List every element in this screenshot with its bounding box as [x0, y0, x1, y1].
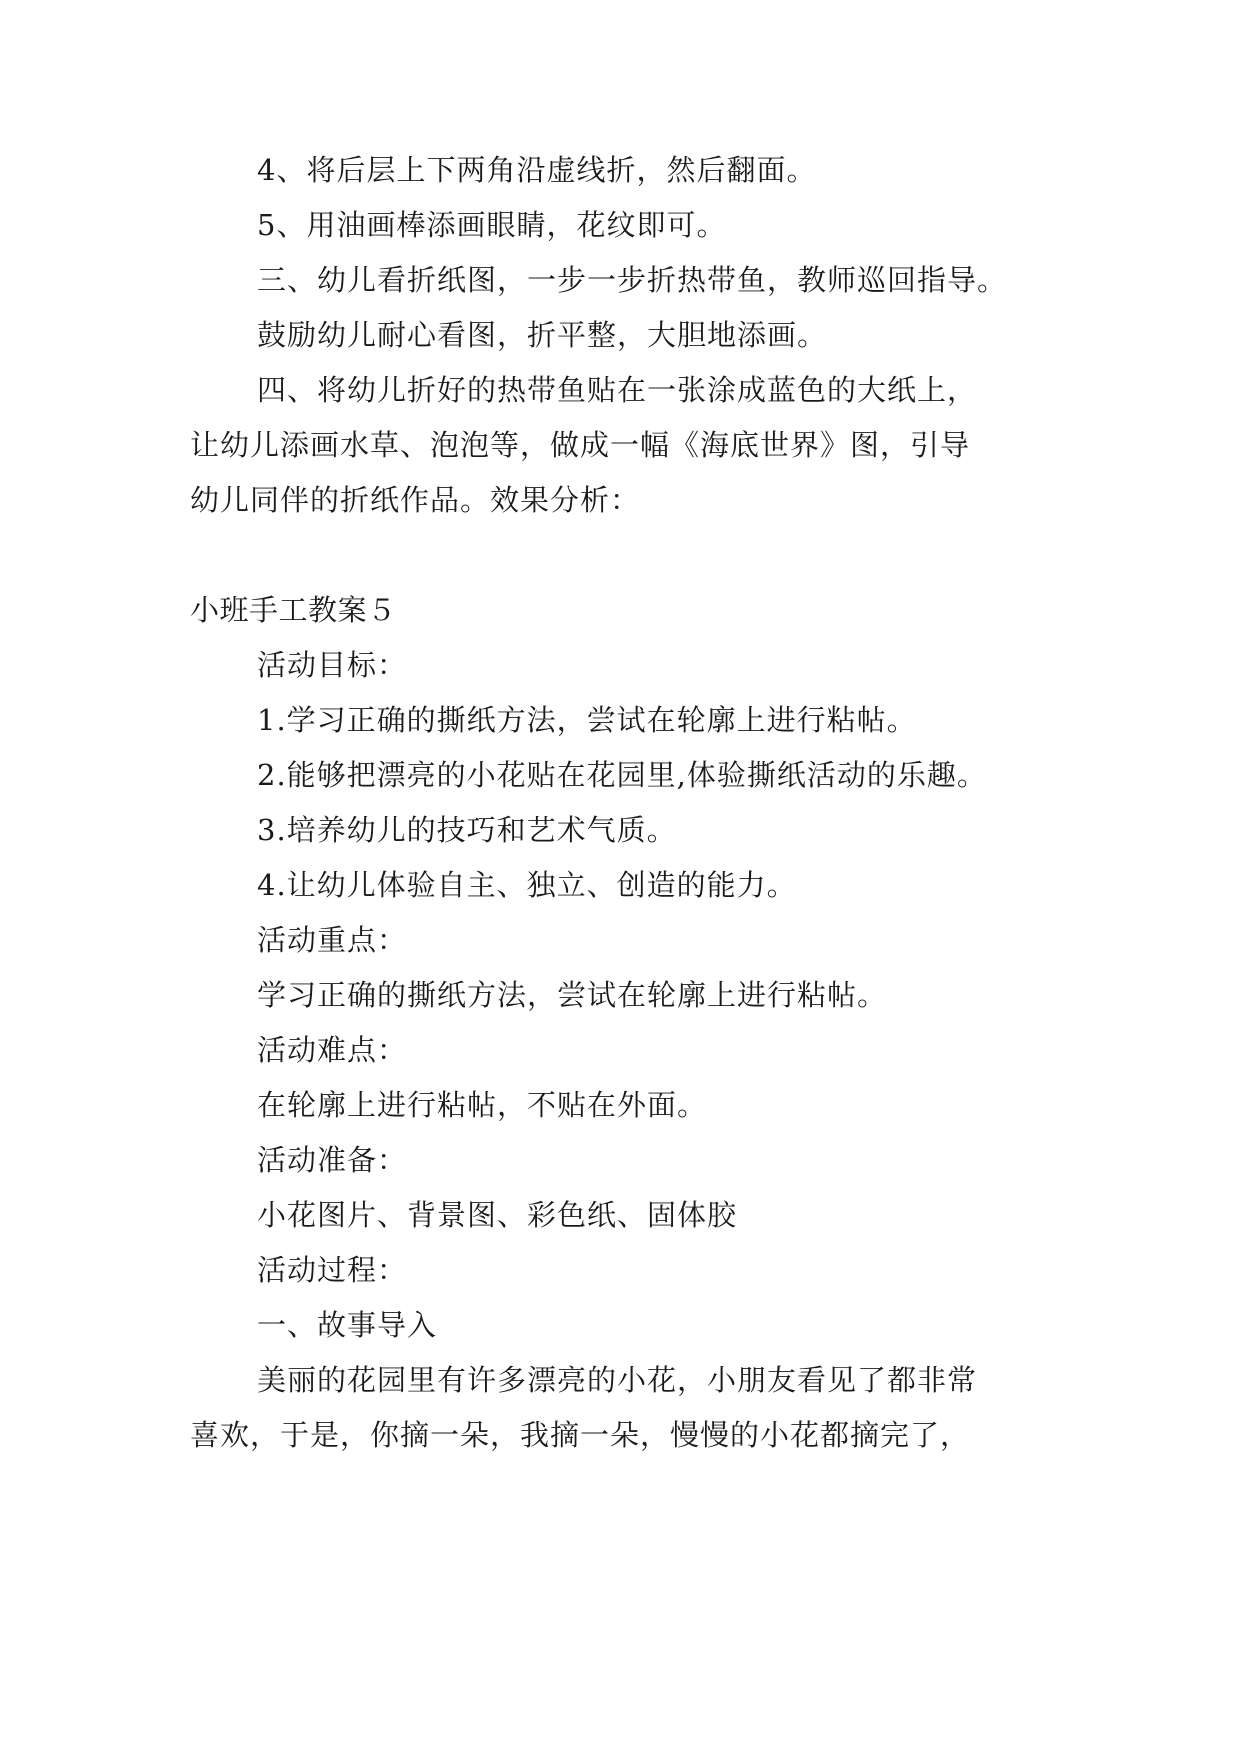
part-4-line-2: 让幼儿添画水草、泡泡等，做成一幅《海底世界》图，引导 [190, 428, 971, 462]
key-label: 活动重点： [257, 923, 408, 957]
goals-label: 活动目标： [257, 648, 408, 682]
goal-1: 1.学习正确的撕纸方法，尝试在轮廓上进行粘帖。 [257, 703, 917, 737]
part-3-text: 三、幼儿看折纸图，一步一步折热带鱼，教师巡回指导。 [257, 263, 1008, 297]
goal-4: 4.让幼儿体验自主、独立、创造的能力。 [257, 868, 797, 902]
part-4-line-3: 幼儿同伴的折纸作品。效果分析： [190, 483, 641, 517]
prep-label: 活动准备： [257, 1143, 408, 1177]
goal-2: 2.能够把漂亮的小花贴在花园里,体验撕纸活动的乐趣。 [257, 758, 987, 792]
story-line-1: 美丽的花园里有许多漂亮的小花，小朋友看见了都非常 [257, 1363, 978, 1397]
part-4-line-1: 四、将幼儿折好的热带鱼贴在一张涂成蓝色的大纸上， [257, 373, 978, 407]
step-5-text: 5、用油画棒添画眼睛，花纹即可。 [257, 208, 727, 242]
step-4-text: 4、将后层上下两角沿虚线折，然后翻面。 [257, 153, 817, 187]
difficulty-text: 在轮廓上进行粘帖，不贴在外面。 [257, 1088, 708, 1122]
step-1-label: 一、故事导入 [257, 1308, 438, 1342]
process-label: 活动过程： [257, 1253, 408, 1287]
prep-text: 小花图片、背景图、彩色纸、固体胶 [257, 1198, 738, 1232]
difficulty-label: 活动难点： [257, 1033, 408, 1067]
key-text: 学习正确的撕纸方法，尝试在轮廓上进行粘帖。 [257, 978, 888, 1012]
goal-3: 3.培养幼儿的技巧和艺术气质。 [257, 813, 677, 847]
section-title: 小班手工教案５ [190, 593, 397, 627]
encourage-text: 鼓励幼儿耐心看图，折平整，大胆地添画。 [257, 318, 828, 352]
story-line-2: 喜欢，于是，你摘一朵，我摘一朵，慢慢的小花都摘完了， [190, 1418, 971, 1452]
